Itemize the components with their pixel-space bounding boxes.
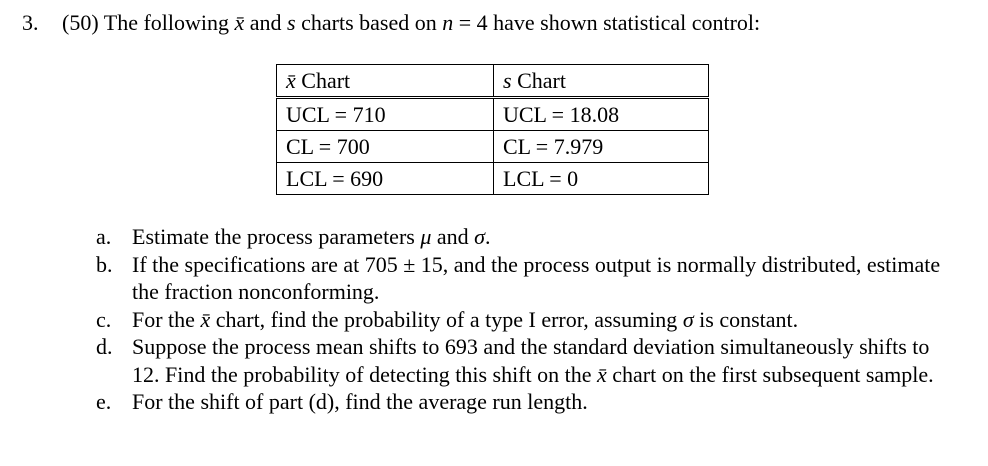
part-b-marker: b. (96, 251, 113, 277)
xbar-symbol: x̄ (200, 306, 211, 332)
part-d-marker: d. (96, 334, 113, 359)
problem-parts-list (96, 223, 956, 416)
part-a-text-3: . (485, 224, 491, 249)
header-s-label: Chart (511, 67, 566, 93)
mu-symbol: μ (420, 224, 432, 249)
control-limits-table (276, 64, 709, 195)
part-e-text: For the shift of part (d), find the average run length. (132, 389, 588, 414)
list-item-part-e (96, 388, 956, 416)
xbar-symbol: x̄ (234, 10, 245, 35)
part-e-marker: e. (96, 389, 112, 414)
xbar-ucl-cell: UCL = 710 (277, 98, 494, 131)
table-header-s-chart (494, 65, 709, 98)
part-d-text-1: Suppose the process mean shifts to 693 and the standard deviation simultaneously shifts to 12. Find the probability of detecting this shift on the (132, 334, 930, 387)
table-row (277, 98, 709, 131)
problem-statement (22, 8, 760, 38)
xbar-symbol: x̄ (597, 361, 607, 387)
header-xbar-symbol: x̄ (286, 67, 296, 93)
problem-number: 3. (22, 10, 39, 35)
table-header-xbar-chart (277, 65, 494, 98)
s-symbol: s (287, 10, 296, 35)
table-row (277, 131, 709, 163)
list-item-part-b (96, 251, 956, 306)
s-ucl-cell: UCL = 18.08 (494, 98, 709, 131)
part-a-text-2: and (431, 224, 475, 249)
header-xbar-label: Chart (295, 67, 351, 93)
part-d-text-2: chart on the first subsequent sample. (606, 361, 934, 387)
sigma-symbol: σ (474, 224, 486, 249)
part-c-text-2: chart, find the probability of a type I error, assuming (210, 306, 683, 332)
s-cl-cell: CL = 7.979 (494, 131, 709, 163)
statement-text-2: and (244, 10, 288, 35)
xbar-lcl-cell: LCL = 690 (277, 163, 494, 195)
header-s-symbol: s (503, 67, 512, 93)
n-symbol: n (442, 10, 454, 35)
part-a-text-1: Estimate the process parameters (132, 224, 421, 249)
part-c-marker: c. (96, 306, 112, 332)
part-c-text-3: is constant. (693, 306, 799, 332)
list-item-part-c (96, 306, 956, 334)
statement-text-1: (50) The following (62, 10, 235, 35)
list-item-part-a (96, 223, 956, 251)
part-b-text: If the specifications are at 705 ± 15, and the process output is normally distributed, estimate the fraction nonconforming. (132, 251, 941, 304)
s-lcl-cell: LCL = 0 (494, 163, 709, 195)
part-c-text-1: For the (132, 306, 201, 332)
part-a-marker: a. (96, 224, 112, 249)
statement-text-4: = 4 have shown statistical control: (453, 10, 761, 35)
sigma-symbol: σ (682, 306, 694, 332)
list-item-part-d (96, 333, 956, 388)
table-header-row (277, 65, 709, 98)
statement-text-3: charts based on (295, 10, 443, 35)
table-row (277, 163, 709, 195)
xbar-cl-cell: CL = 700 (277, 131, 494, 163)
